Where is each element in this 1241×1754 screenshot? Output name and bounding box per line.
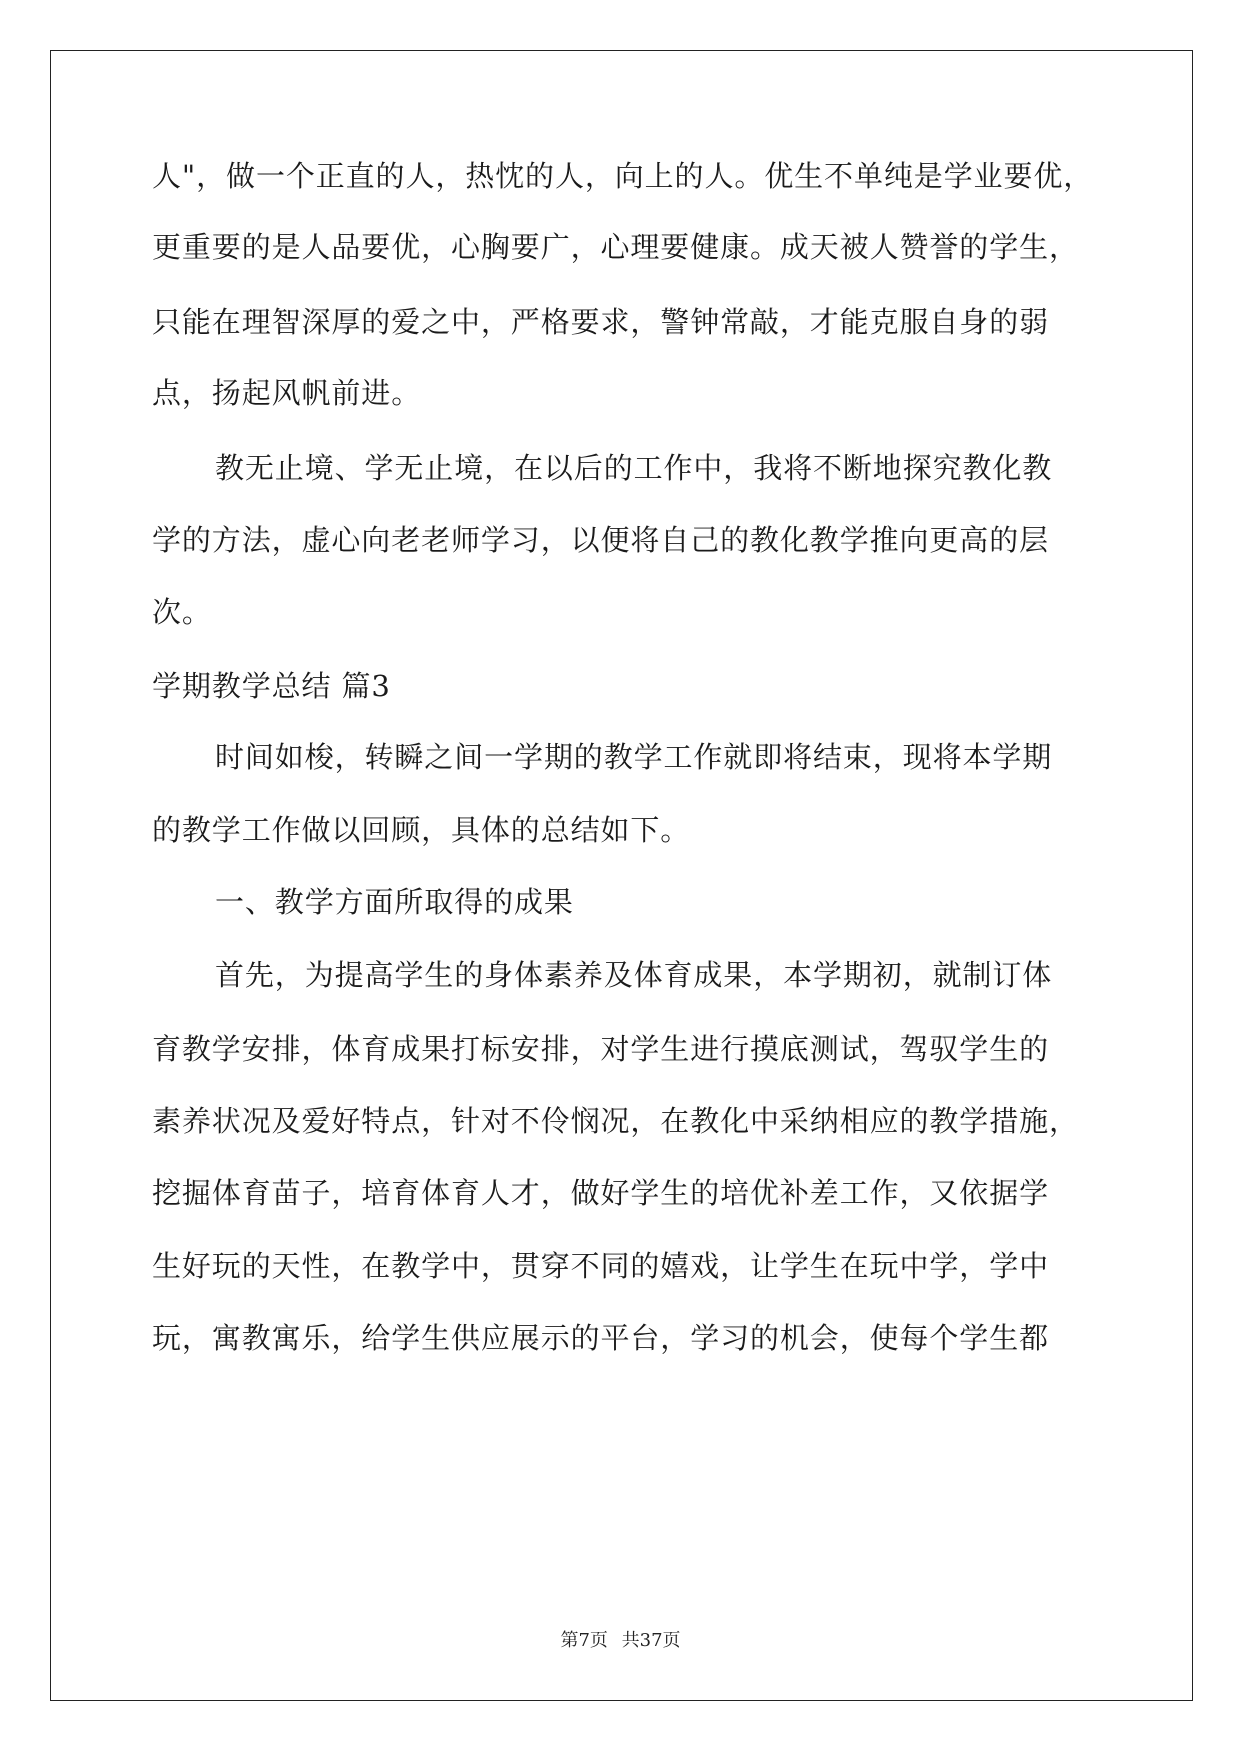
paragraph-line: 学的方法，虚心向老老师学习，以便将自己的教化教学推向更高的层 [152,523,1050,557]
paragraph-line: 人"，做一个正直的人，热忱的人，向上的人。优生不单纯是学业要优， [152,159,1094,193]
paragraph-line: 玩，寓教寓乐，给学生供应展示的平台，学习的机会，使每个学生都 [152,1321,1050,1355]
paragraph-line: 更重要的是人品要优，心胸要广，心理要健康。成天被人赞誉的学生， [152,230,1079,264]
paragraph-line: 时间如梭，转瞬之间一学期的教学工作就即将结束，现将本学期 [215,740,1053,774]
paragraph-line: 首先，为提高学生的身体素养及体育成果，本学期初，就制订体 [215,958,1053,992]
paragraph-line: 点，扬起风帆前进。 [152,376,422,410]
page-border [50,50,1193,1701]
subsection-heading: 一、教学方面所取得的成果 [215,885,574,919]
paragraph-line: 的教学工作做以回顾，具体的总结如下。 [152,813,691,847]
paragraph-line: 只能在理智深厚的爱之中，严格要求，警钟常敲，才能克服自身的弱 [152,305,1050,339]
paragraph-line: 次。 [152,595,212,629]
page-footer [0,1629,1241,1653]
paragraph-line: 生好玩的天性，在教学中，贯穿不同的嬉戏，让学生在玩中学，学中 [152,1249,1050,1283]
page-number: 第7页 [560,1630,608,1651]
paragraph-line: 育教学安排，体育成果打标安排，对学生进行摸底测试，驾驭学生的 [152,1032,1050,1066]
total-pages: 共37页 [621,1630,681,1651]
paragraph-line: 素养状况及爱好特点，针对不伶悯况，在教化中采纳相应的教学措施， [152,1104,1079,1138]
section-heading: 学期教学总结 篇3 [152,669,391,703]
paragraph-line: 挖掘体育苗子，培育体育人才，做好学生的培优补差工作，又依据学 [152,1176,1050,1210]
paragraph-line: 教无止境、学无止境，在以后的工作中，我将不断地探究教化教 [215,451,1053,485]
